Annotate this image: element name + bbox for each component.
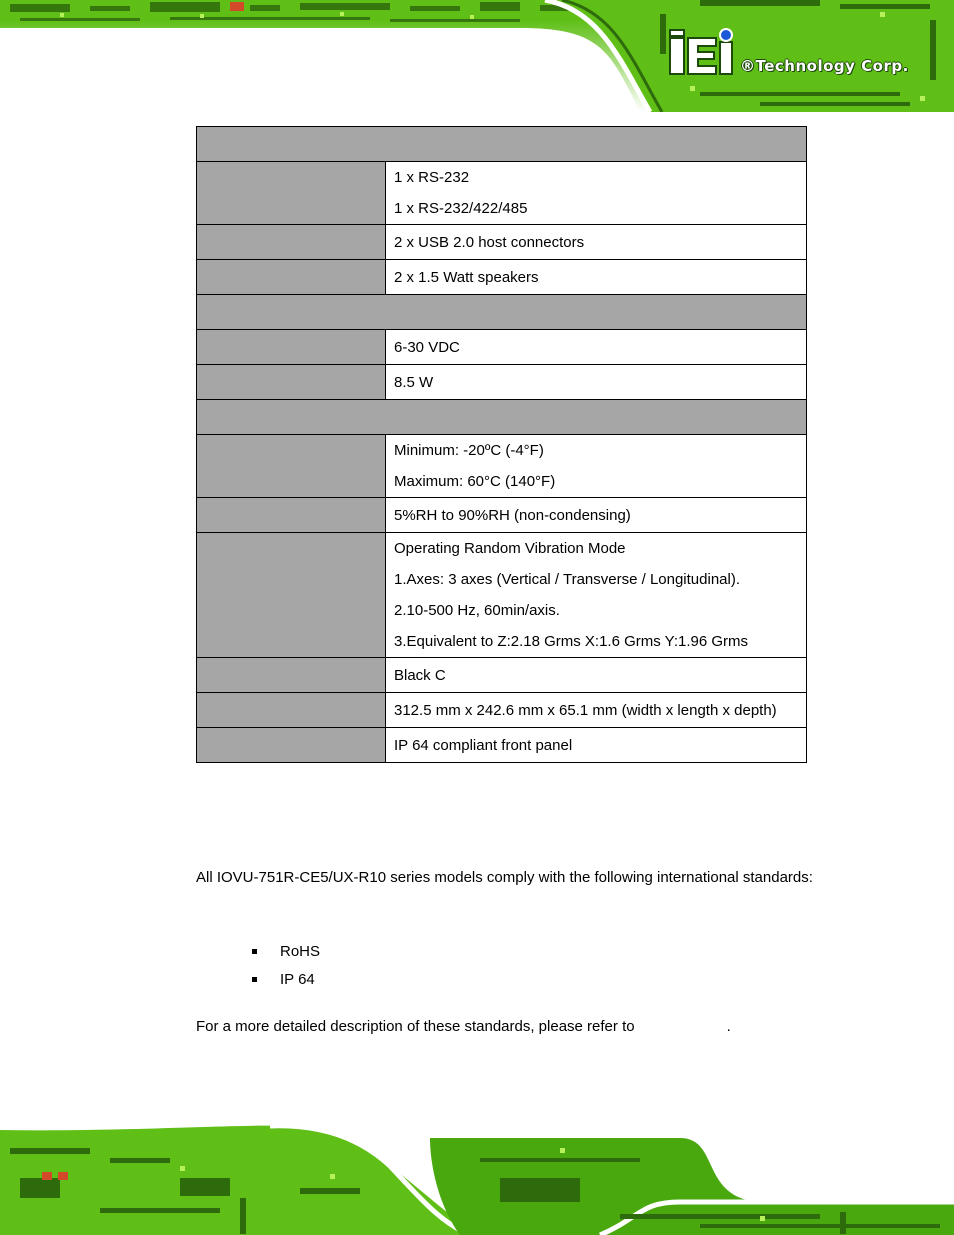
bullet-square-icon xyxy=(252,977,257,982)
spec-value-cell xyxy=(386,728,807,763)
list-item-label: RoHS xyxy=(280,943,321,960)
spec-value-cell xyxy=(386,330,807,365)
section-header-cell xyxy=(197,400,807,435)
table-row xyxy=(197,435,807,498)
spec-value-line: 3.Equivalent to Z:2.18 Grms X:1.6 Grms Y:1.96 Grms xyxy=(394,633,749,650)
table-row xyxy=(197,658,807,693)
spec-value-cell xyxy=(386,498,807,533)
spec-value-line: Maximum: 60°C (140°F) xyxy=(394,473,556,490)
section-header-row xyxy=(197,295,807,330)
spec-value-line: 5%RH to 90%RH (non-condensing) xyxy=(394,506,631,524)
spec-value-line: 1 x RS-232/422/485 xyxy=(394,200,528,217)
spec-value-cell xyxy=(386,658,807,693)
spec-value-cell xyxy=(386,162,807,225)
spec-value-line: 1 x RS-232 xyxy=(394,169,470,186)
spec-label-cell xyxy=(197,225,386,260)
spec-value-cell xyxy=(386,225,807,260)
spec-label-cell xyxy=(197,260,386,295)
iei-logo-icon xyxy=(668,28,928,84)
spec-value-cell xyxy=(386,435,807,498)
spec-value-line: Minimum: -20ºC (-4°F) xyxy=(394,442,544,459)
section-header-cell xyxy=(197,295,807,330)
table-row xyxy=(197,693,807,728)
refer-end: . xyxy=(726,1018,731,1035)
spec-value-cell xyxy=(386,365,807,400)
spec-label-cell xyxy=(197,365,386,400)
spec-value-line: Operating Random Vibration Mode xyxy=(394,540,626,557)
spec-value-line: 6-30 VDC xyxy=(394,338,460,356)
table-row xyxy=(197,533,807,658)
list-item-label: IP 64 xyxy=(280,971,315,988)
section-header-row xyxy=(197,400,807,435)
circuit-board-graphic xyxy=(0,1118,954,1235)
section-header-row xyxy=(197,127,807,162)
footer-circuit-band xyxy=(0,1118,954,1235)
table-row xyxy=(197,330,807,365)
header-circuit-band xyxy=(0,0,954,112)
table-row xyxy=(197,728,807,763)
company-name-logo: ®Technology Corp. xyxy=(740,57,909,75)
refer-text: For a more detailed description of these standards, please refer to xyxy=(196,1018,635,1035)
spec-value-line: 2.10-500 Hz, 60min/axis. xyxy=(394,602,560,619)
compliance-paragraph xyxy=(196,864,814,892)
spec-value-cell xyxy=(386,533,807,658)
spec-value-line: 2 x 1.5 Watt speakers xyxy=(394,268,539,286)
table-row xyxy=(197,365,807,400)
spec-value-cell xyxy=(386,693,807,728)
table-row xyxy=(197,260,807,295)
table-row xyxy=(197,162,807,225)
specification-table xyxy=(196,126,807,763)
spec-value-line: Black C xyxy=(394,666,446,684)
spec-value-cell xyxy=(386,260,807,295)
bullet-square-icon xyxy=(252,949,257,954)
compliance-text: All IOVU-751R-CE5/UX-R10 series models comply with the following international standards: xyxy=(196,869,813,886)
table-row xyxy=(197,225,807,260)
spec-label-cell xyxy=(197,658,386,693)
spec-value-line: IP 64 compliant front panel xyxy=(394,736,573,754)
spec-label-cell xyxy=(197,728,386,763)
spec-label-cell xyxy=(197,693,386,728)
refer-sentence xyxy=(196,1014,731,1040)
spec-label-cell xyxy=(197,498,386,533)
spec-label-cell xyxy=(197,435,386,498)
section-header-cell xyxy=(197,127,807,162)
spec-value-line: 312.5 mm x 242.6 mm x 65.1 mm (width x length x depth) xyxy=(394,701,777,719)
spec-value-line: 1.Axes: 3 axes (Vertical / Transverse / Longitudinal). xyxy=(394,571,741,588)
spec-value-line: 2 x USB 2.0 host connectors xyxy=(394,233,585,251)
spec-label-cell xyxy=(197,162,386,225)
table-row xyxy=(197,498,807,533)
spec-label-cell xyxy=(197,330,386,365)
spec-value-line: 8.5 W xyxy=(394,373,434,391)
spec-label-cell xyxy=(197,533,386,658)
